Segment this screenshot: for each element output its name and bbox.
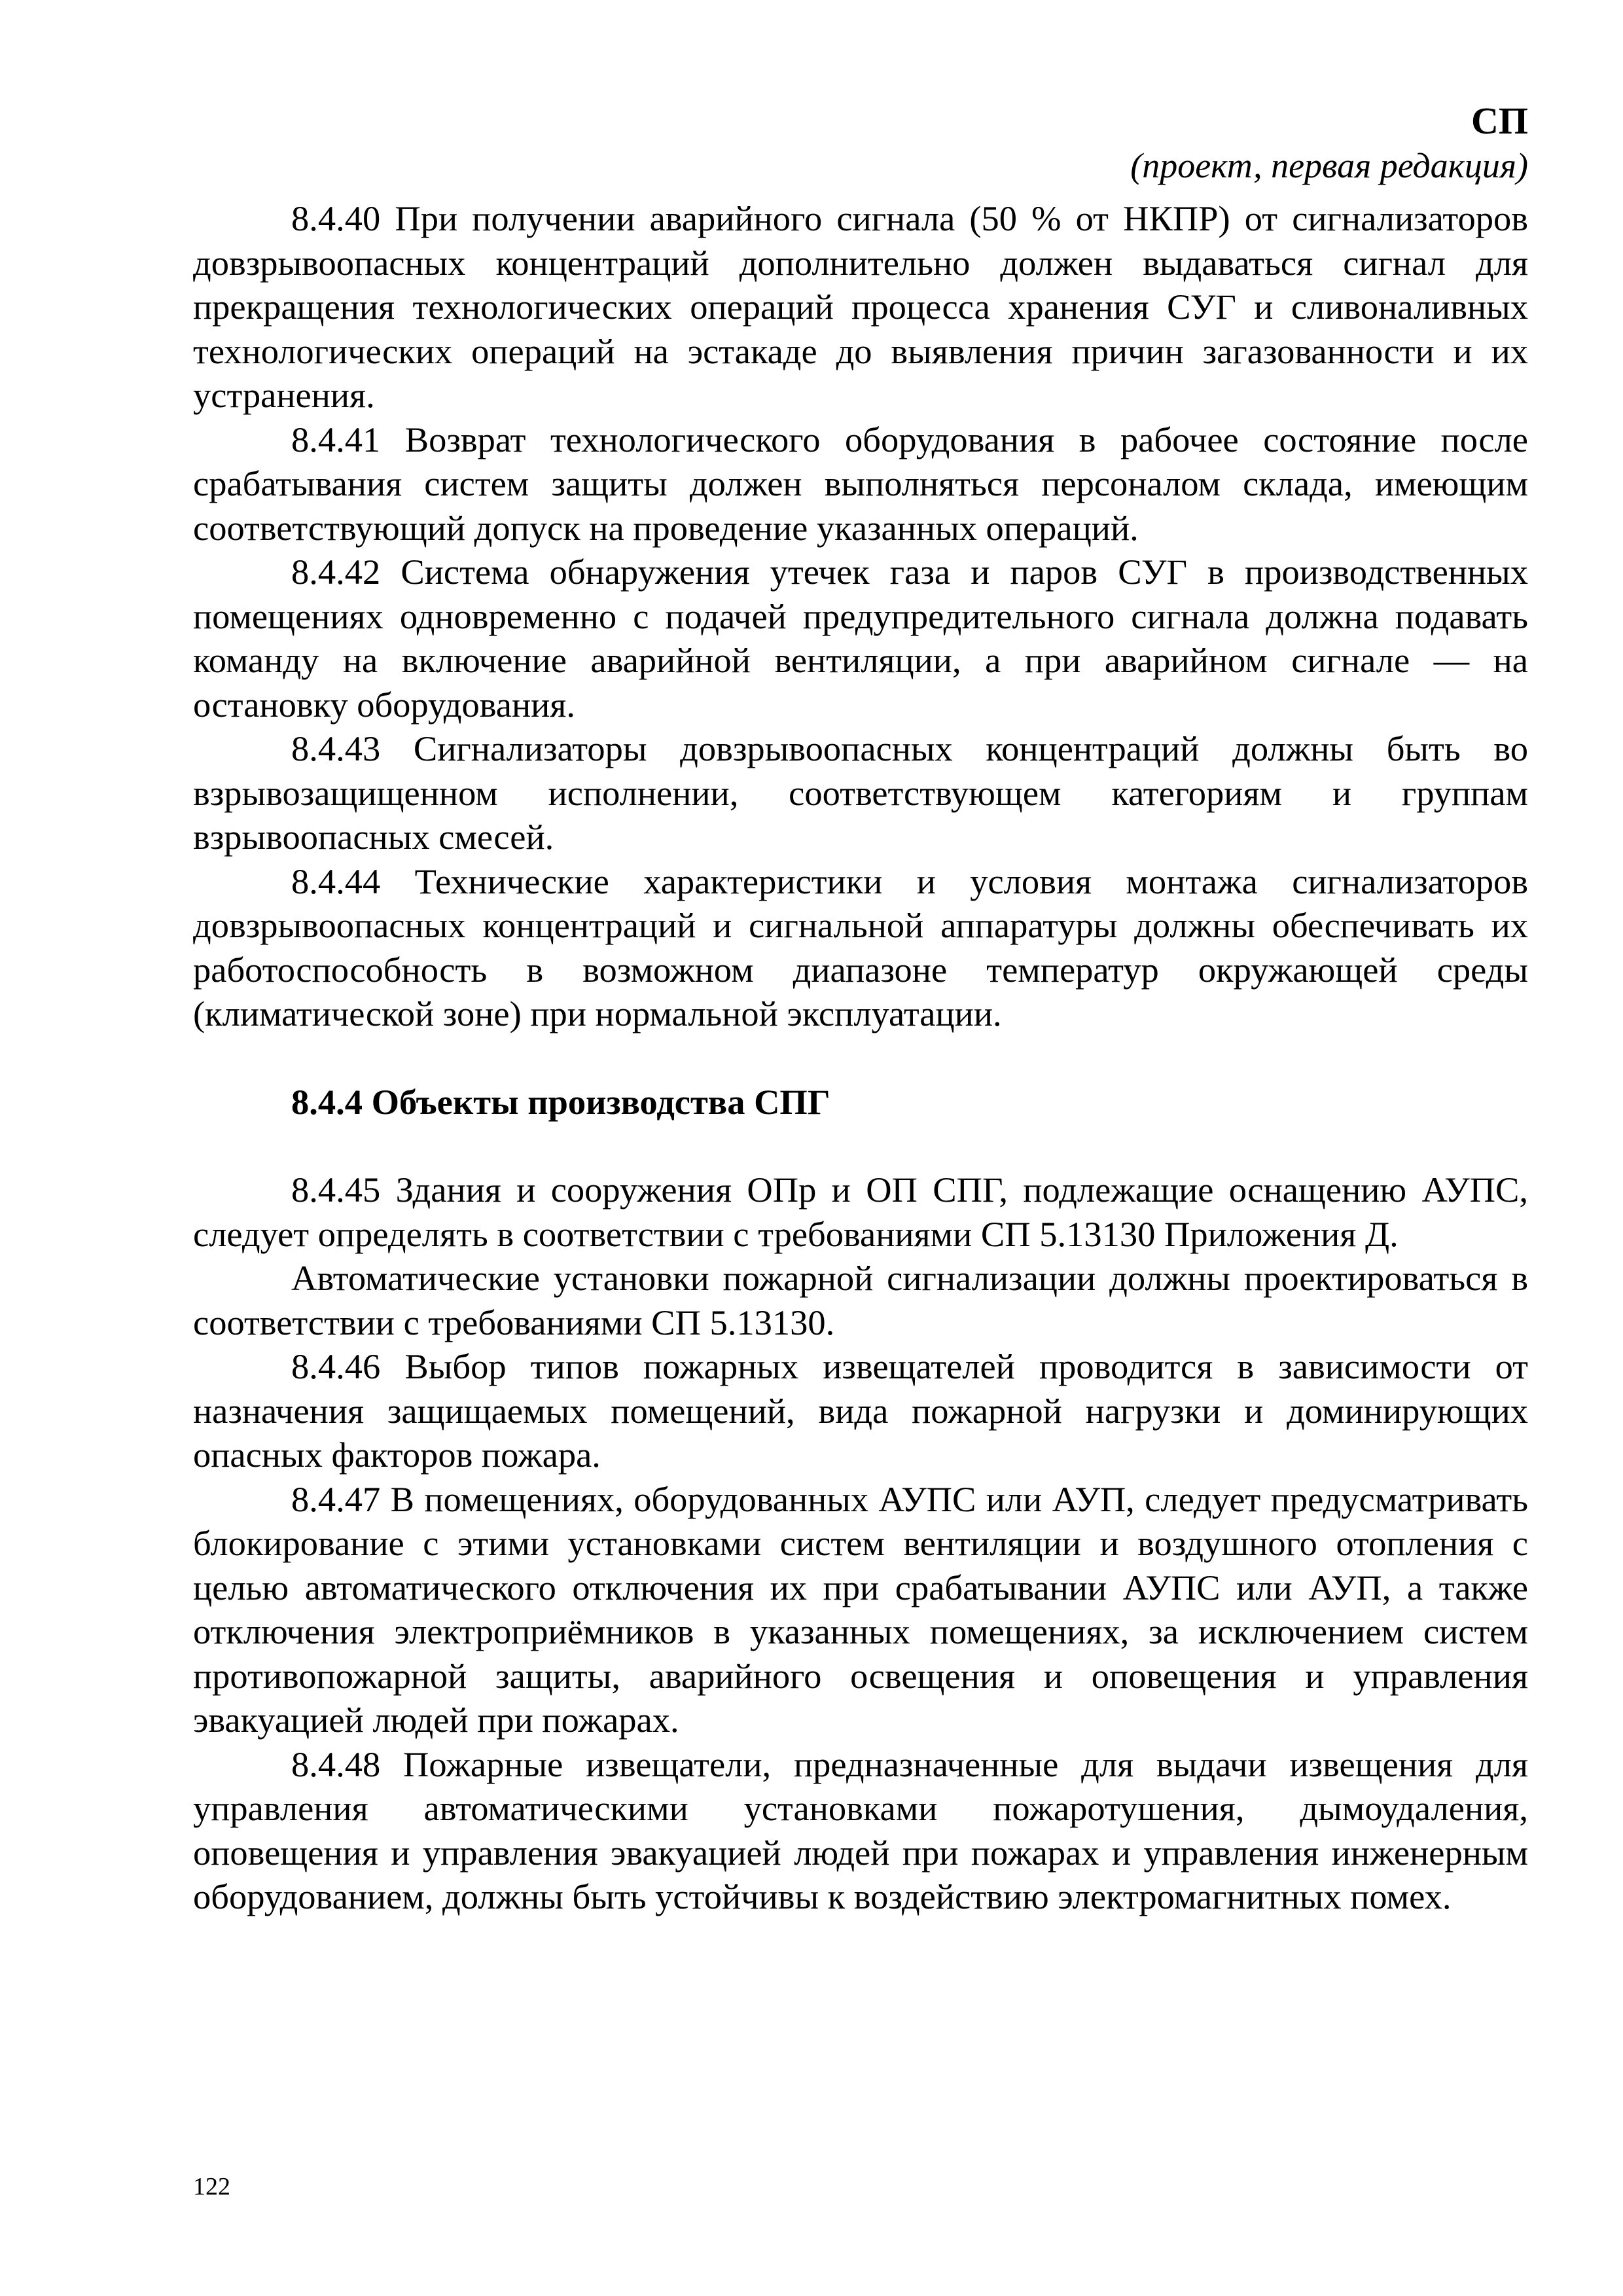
section-heading: 8.4.4 Объекты производства СПГ — [291, 1081, 830, 1122]
paragraph-8-4-44: 8.4.44 Технические характеристики и условия монтажа сигнализаторов довзрывоопасных концентраций и сигнальной аппаратуры должны обеспечивать их работоспособность в возможном диапазоне температур окружающей среды (климатической зоне) при нормальной эксплуатации. — [193, 861, 1528, 1033]
document-edition: (проект, первая редакция) — [1130, 146, 1528, 185]
paragraph-8-4-46: 8.4.46 Выбор типов пожарных извещателей проводится в зависимости от назначения защищаемых помещений, вида пожарной нагрузки и доминирующих опасных факторов пожара. — [193, 1346, 1528, 1475]
paragraph-8-4-47: 8.4.47 В помещениях, оборудованных АУПС или АУП, следует предусматривать блокирование с этими установками систем вентиляции и воздушного отопления с целью автоматического отключения их при срабатывании АУПС или АУП, а также отключения электроприёмников в указанных помещениях, за исключением систем противопожарной защиты, аварийного освещения и оповещения и управления эвакуацией людей при пожарах. — [193, 1479, 1528, 1740]
paragraph-8-4-42: 8.4.42 Система обнаружения утечек газа и паров СУГ в производственных помещениях одновременно с подачей предупредительного сигнала должна подавать команду на включение аварийной вентиляции, а при аварийном сигнале — на остановку оборудования. — [193, 552, 1528, 725]
page-number: 122 — [193, 2173, 230, 2200]
document-code: СП — [1471, 99, 1528, 142]
paragraph-8-4-43: 8.4.43 Сигнализаторы довзрывоопасных концентраций должны быть во взрывозащищенном исполнении, соответствующем категориям и группам взрывоопасных смесей. — [193, 728, 1528, 857]
paragraph-8-4-45: 8.4.45 Здания и сооружения ОПр и ОП СПГ, подлежащие оснащению АУПС, следует определять в соответствии с требованиями СП 5.13130 Приложения Д. — [193, 1170, 1528, 1254]
paragraph-8-4-41: 8.4.41 Возврат технологического оборудования в рабочее состояние после срабатывания систем защиты должен выполняться персоналом склада, имеющим соответствующий допуск на проведение указанных операций. — [193, 419, 1528, 548]
paragraph-8-4-40: 8.4.40 При получении аварийного сигнала (50 % от НКПР) от сигнализаторов довзрывоопасных концентраций дополнительно должен выдаваться сигнал для прекращения технологических операций процесса хранения СУГ и сливоналивных технологических операций на эстакаде до выявления причин загазованности и их устранения. — [193, 198, 1528, 415]
paragraph-8-4-45-continued: Автоматические установки пожарной сигнализации должны проектироваться в соответствии с требованиями СП 5.13130. — [193, 1258, 1528, 1342]
document-body — [193, 196, 1528, 1919]
page-header — [1130, 98, 1528, 187]
paragraph-8-4-48: 8.4.48 Пожарные извещатели, предназначенные для выдачи извещения для управления автоматическими установками пожаротушения, дымоудаления, оповещения и управления эвакуацией людей при пожарах и управления инженерным оборудованием, должны быть устойчивы к воздействию электромагнитных помех. — [193, 1744, 1528, 1916]
